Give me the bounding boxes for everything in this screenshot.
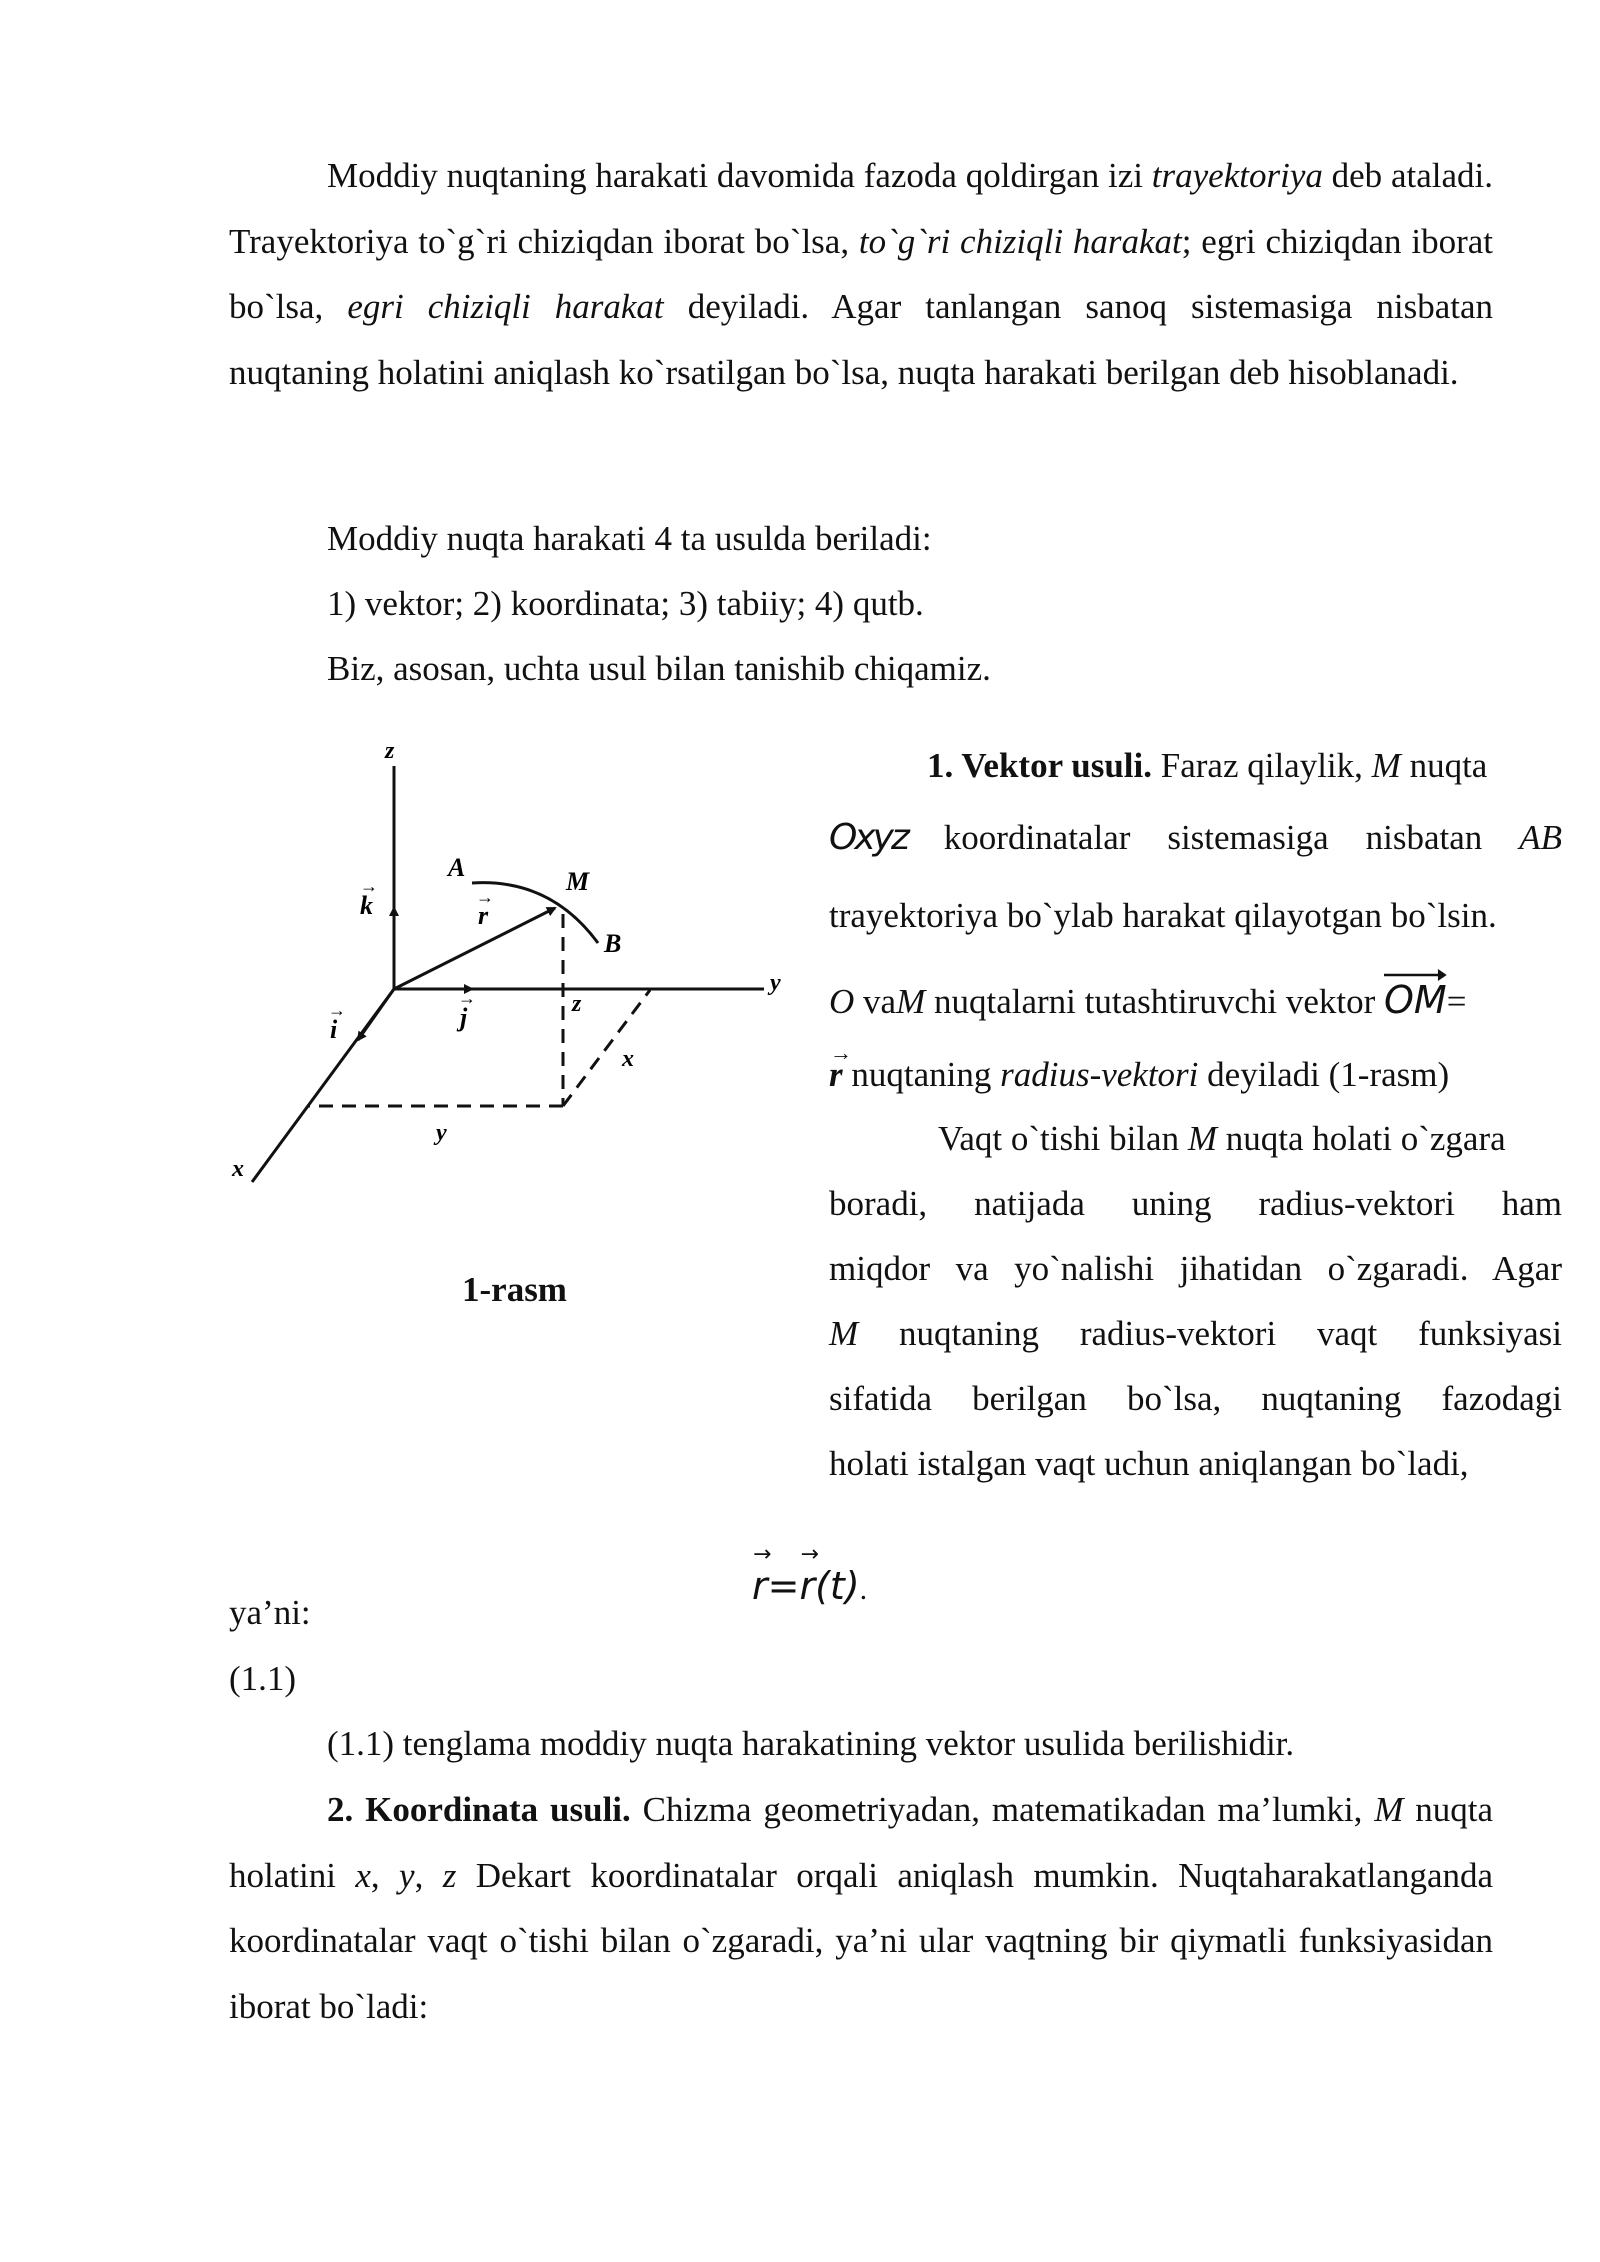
- label-j-arrow: →: [458, 988, 476, 1008]
- label-x-projection: x: [622, 1046, 634, 1072]
- text-run: Vaqt o`tishi bilan: [938, 1119, 1188, 1158]
- equals-sign: =: [767, 1564, 800, 1608]
- label-A: A: [448, 853, 466, 882]
- equals-sign: =: [1446, 982, 1467, 1021]
- label-k: k: [360, 891, 373, 920]
- symbol-r-vector: → r: [799, 1564, 815, 1608]
- var-y: y: [399, 1855, 415, 1895]
- var-AB: AB: [1519, 818, 1562, 857]
- side-line-7: boradi, natijada uning radius-vektori ham: [829, 1184, 1562, 1223]
- heading-vector-method: 1. Vektor usuli.: [927, 746, 1152, 785]
- label-y-projection: y: [436, 1120, 447, 1146]
- text-run: koordinatalar sistemasiga nisbatan: [906, 818, 1520, 857]
- side-line-11: holati istalgan vaqt uchun aniqlangan bo`ladi,: [829, 1444, 1469, 1483]
- equation-number: (1.1): [229, 1659, 297, 1698]
- var-M: M: [1187, 1119, 1217, 1158]
- argument-t: (t): [815, 1564, 860, 1608]
- symbol-r-vector: → r: [752, 1564, 768, 1608]
- var-M: M: [829, 1314, 859, 1353]
- label-j: j: [460, 1003, 468, 1032]
- text-run: deb ataladi. Trayektoriya to`g`ri chiziqdan iborat bo`lsa,: [229, 156, 1493, 261]
- label-z-axis: z: [385, 738, 395, 764]
- label-r: r: [478, 901, 489, 930]
- text-run: Chizma geometriyadan, matematikadan ma’lumki,: [630, 1790, 1375, 1829]
- text-run: Moddiy nuqtaning harakati davomida fazoda qoldirgan izi: [327, 156, 1152, 195]
- label-B: B: [604, 929, 622, 958]
- text-run: nuqta holati o`zgara: [1217, 1119, 1506, 1158]
- overline-arrow-icon: [1384, 968, 1447, 982]
- var-O: O: [829, 982, 855, 1021]
- side-line-8: miqdor va yo`nalishi jihatidan o`zgaradi. Agar: [829, 1249, 1562, 1288]
- label-yani: ya’ni:: [229, 1593, 311, 1632]
- label-M: M: [566, 867, 590, 896]
- text-run: Dekart koordinatalar orqali aniqlash mumkin. Nuqtaharakatlanganda koordinatalar vaqt o`tishi bilan o`zgaradi, ya’ni ular vaqtning bir qiymatli funksiyasidan iborat bo`ladi:: [229, 1855, 1494, 2026]
- text-run: Faraz qilaylik,: [1152, 746, 1372, 785]
- vector-OM-text: OM: [1384, 978, 1447, 1022]
- text-run: ; egri chiziqdan iborat bo`lsa,: [229, 221, 1493, 326]
- term-radius-vector: radius-vektori: [1000, 1055, 1199, 1094]
- term-trajectory: trayektoriya: [1151, 156, 1323, 195]
- text-run: deyiladi. Agar tanlangan sanoq sistemasiga nisbatan nuqtaning holatini aniqlash ko`rsatilgan bo`lsa, nuqta harakati berilgan deb hisoblanadi.: [229, 287, 1494, 392]
- side-line-10: sifatida berilgan bo`lsa, nuqtaning fazodagi: [829, 1379, 1562, 1418]
- side-line-1: [927, 746, 1487, 786]
- text-run: deyiladi (1-rasm): [1198, 1055, 1450, 1094]
- var-M: M: [1371, 746, 1401, 785]
- paragraph-methods-intro: Moddiy nuqta harakati 4 ta usulda beriladi:: [327, 519, 932, 558]
- var-z: z: [442, 1855, 457, 1895]
- paragraph-three-methods: Biz, asosan, uchta usul bilan tanishib chiqamiz.: [327, 649, 991, 688]
- label-z-projection: z: [572, 991, 582, 1017]
- paragraph-trajectory: [229, 143, 1493, 405]
- formula-r-of-t: [752, 1564, 867, 1608]
- label-x-axis: x: [232, 1156, 244, 1182]
- text-run: nuqtaning radius-vektori vaqt funksiyasi: [858, 1314, 1562, 1353]
- term-straight-motion: to`g`ri chiziqli harakat: [858, 221, 1182, 261]
- side-line-4: [829, 980, 1466, 1022]
- side-line-3: trayektoriya bo`ylab harakat qilayotgan bo`lsin.: [829, 896, 1497, 935]
- label-i-arrow: →: [328, 1000, 346, 1020]
- vector-OM: [1384, 980, 1447, 1020]
- paragraph-equation-note: (1.1) tenglama moddiy nuqta harakatining vektor usulida berilishidir.: [327, 1724, 1295, 1763]
- label-y-axis: y: [770, 970, 781, 996]
- figure-coordinate-diagram: [220, 728, 820, 1208]
- text-run: ,: [414, 1855, 443, 1895]
- text-run: nuqta: [1400, 746, 1488, 785]
- period: .: [859, 1573, 868, 1606]
- unit-vector-i: [358, 989, 394, 1040]
- heading-coordinate-method: 2. Koordinata usuli.: [327, 1790, 631, 1829]
- symbol-r-vector: → r: [829, 1055, 843, 1095]
- label-r-arrow: →: [476, 887, 494, 907]
- var-x: x: [355, 1855, 371, 1895]
- term-curved-motion: egri chiziqli harakat: [347, 287, 664, 326]
- side-line-6: [938, 1119, 1506, 1159]
- side-line-9: [829, 1314, 1562, 1354]
- label-k-arrow: →: [360, 876, 378, 896]
- var-M: M: [896, 982, 926, 1021]
- paragraph-methods-list: 1) vektor; 2) koordinata; 3) tabiiy; 4) qutb.: [327, 584, 924, 623]
- text-run: nuqta holatini: [229, 1790, 1493, 1895]
- var-M: M: [1374, 1790, 1404, 1829]
- text-run: ,: [370, 1855, 400, 1895]
- figure-caption: 1-rasm: [462, 1270, 567, 1309]
- text-run: nuqtaning: [842, 1055, 1001, 1094]
- radius-vector-r: [394, 908, 555, 989]
- text-run: nuqtalarni tutashtiruvchi vektor: [925, 982, 1385, 1021]
- symbol-oxyz: Oxyz: [829, 817, 907, 858]
- text-run: va: [854, 982, 897, 1021]
- paragraph-coordinate-method: [229, 1777, 1493, 2039]
- side-line-5: [829, 1055, 1449, 1095]
- side-line-2: [829, 818, 1562, 858]
- label-i: i: [330, 1015, 338, 1044]
